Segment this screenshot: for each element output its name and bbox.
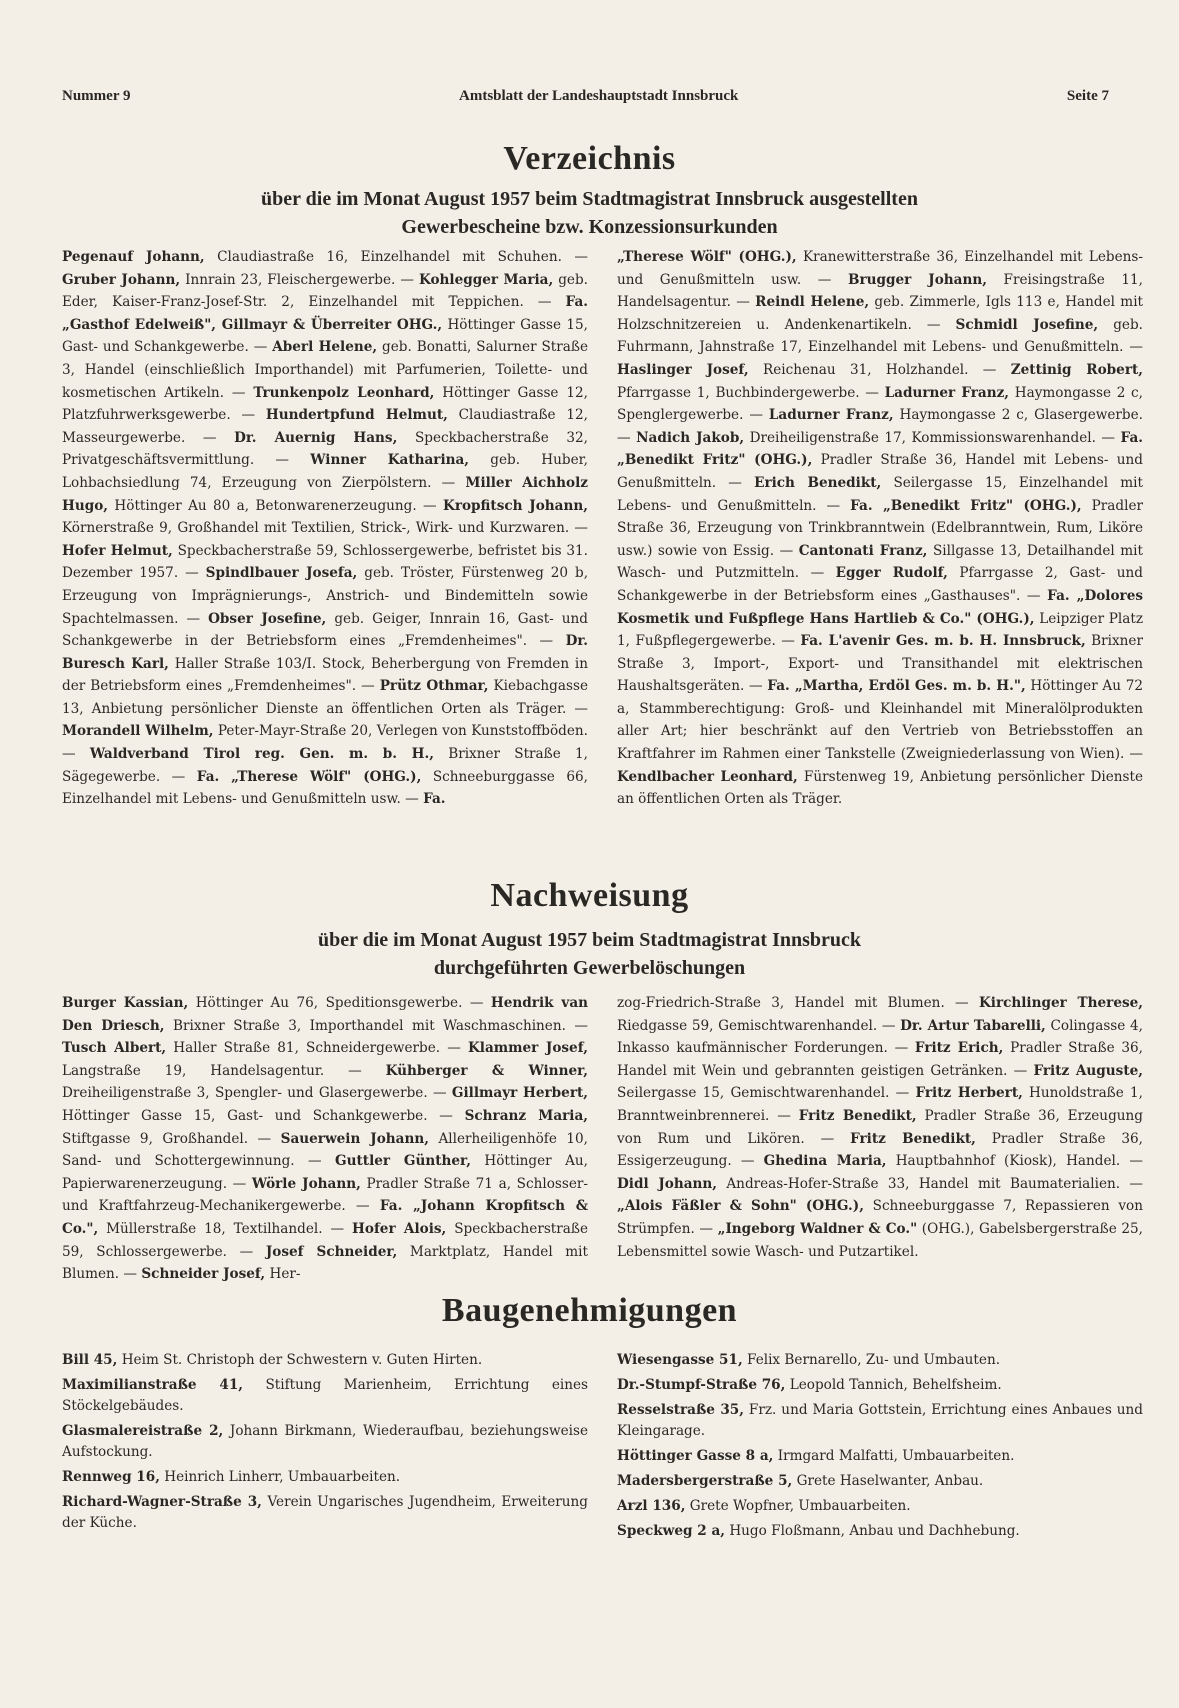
entry-text: Höttinger Gasse 12, Platzfuhrwerksgewerbe. — <box>62 384 588 424</box>
entry-text: Stiftung Marienheim, Errichtung eines Stöckelgebäudes. <box>62 1377 589 1414</box>
entry-text: Innrain 23, Fleischergewerbe. — <box>180 271 419 288</box>
entry-text: Claudiastraße 16, Einzelhandel mit Schuhen. — <box>204 249 588 265</box>
entry-text: Höttinger Gasse 15, Gast- und Schankgewerbe. — <box>62 316 588 356</box>
entry-text: Grete Haselwanter, Anbau. <box>792 1473 984 1489</box>
entry-name: Brugger Johann, <box>847 271 987 288</box>
section3-title: Baugenehmigungen <box>441 1292 738 1329</box>
entry-name: Fritz Benedikt, <box>798 1107 917 1124</box>
entry-text: Fürstenweg 19, Anbietung persönlicher Dienste an öffentlichen Orten als Träger. <box>617 768 1143 808</box>
entry-text: geb. Fuhrmann, Jahnstraße 17, Einzelhandel mit Lebens- und Genußmitteln. — <box>617 316 1143 356</box>
entry-text: Seilergasse 15, Gemischtwarenhandel. — <box>617 1085 916 1102</box>
section3-right-column <box>617 1350 1143 1546</box>
entry-name: Dr.-Stumpf-Straße 76, <box>617 1377 786 1393</box>
entry-text: Brixner Straße 3, Import-, Export- und Transithandel mit elektrischen Haushaltsgeräten. — <box>617 633 1143 695</box>
entry-name: Aberl Helene, <box>272 339 378 356</box>
entry-text: Speckbacherstraße 32, Privatgeschäftsvermittlung. — <box>62 429 588 469</box>
entry-text: Höttinger Au 76, Speditionsgewerbe. — <box>188 995 491 1011</box>
entry-name: Fa. „Gasthof Edelweiß", Gillmayr & Überreiter OHG., <box>62 294 588 333</box>
entry-text: Langstraße 19, Handelsagentur. — <box>62 1062 386 1079</box>
permit-entry <box>617 1471 1143 1492</box>
entry-name: Schneider Josef, <box>141 1266 266 1283</box>
entry-text: Colingasse 4, Inkasso kaufmännischer Forderungen. — <box>617 1017 1143 1057</box>
entry-text: Pradler Straße 36, Handel mit Wein und gebrannten geistigen Getränken. — <box>617 1040 1143 1079</box>
entry-name: Obser Josefine, <box>208 610 327 627</box>
entry-text: geb. Bonatti, Salurner Straße 3, Handel (einschließlich Importhandel) mit Parfumerien, Toilette- und kosmetischen Artikeln. — <box>62 339 588 401</box>
entry-text: Höttinger Au 80 a, Betonwarenerzeugung. — <box>108 497 443 514</box>
entry-name: Arzl 136, <box>617 1498 686 1514</box>
entry-text: Pradler Straße 36, Handel mit Lebens- und Genußmitteln. — <box>617 452 1143 491</box>
entry-name: Reindl Helene, <box>755 294 870 311</box>
entry-text: Verein Ungarisches Jugendheim, Erweiterung der Küche. <box>62 1494 588 1531</box>
entry-name: Kirchlinger Therese, <box>978 995 1144 1011</box>
permit-entry <box>62 1467 588 1488</box>
entry-name: Burger Kassian, <box>62 995 189 1011</box>
entry-name: Trunkenpolz Leonhard, <box>253 384 435 401</box>
entry-name: Hendrik van Den Driesch, <box>62 995 589 1034</box>
entry-text: Irmgard Malfatti, Umbauarbeiten. <box>773 1448 1015 1464</box>
entry-name: Speckweg 2 a, <box>617 1523 725 1539</box>
register-entry <box>62 249 588 265</box>
permit-entry <box>617 1446 1143 1467</box>
permit-entry <box>62 1492 588 1534</box>
entry-name: Fa. „Johann Kropfitsch & Co.", <box>62 1198 588 1237</box>
entry-text: Heinrich Linherr, Umbauarbeiten. <box>159 1469 401 1485</box>
entry-name: Zettinig Robert, <box>1010 361 1143 378</box>
entry-text: Sillgasse 13, Detailhandel mit Wasch- und Putzmitteln. — <box>617 542 1143 582</box>
entry-name: Gillmayr Herbert, <box>451 1085 588 1102</box>
section3-left-column <box>62 1350 588 1538</box>
entry-name: Maximilianstraße 41, <box>62 1377 244 1393</box>
entry-name: Dr. Auernig Hans, <box>234 429 398 446</box>
entry-text: geb. Eder, Kaiser-Franz-Josef-Str. 2, Einzelhandel mit Teppichen. — <box>62 271 588 311</box>
entry-name: Fa. „Benedikt Fritz" (OHG.), <box>617 429 1143 469</box>
entry-text: Pradler Straße 71 a, Schlosser- und Kraftfahrzeug-Mechanikergewerbe. — <box>62 1175 588 1215</box>
issue-number: Nummer 9 <box>62 88 131 104</box>
register-entry <box>764 1153 1143 1169</box>
entry-name: Tusch Albert, <box>62 1040 167 1057</box>
entry-name: Fa. L'avenir Ges. m. b. H. Innsbruck, <box>800 633 1086 650</box>
entry-text: Pfarrgasse 2, Gast- und Schankgewerbe in der Betriebsform eines „Gasthauses". — <box>617 565 1143 604</box>
entry-name: Fritz Benedikt, <box>850 1130 976 1147</box>
register-entry <box>617 362 1011 378</box>
entry-text: Speckbacherstraße 59, Schlossergewerbe, befristet bis 31. Dezember 1957. — <box>62 542 588 582</box>
entry-text: Haller Straße 103/I. Stock, Beherbergung von Fremden in der Betriebsform eines „Fremdenheimes". — <box>62 655 588 695</box>
register-entry <box>62 272 419 288</box>
entry-text: geb. Huber, Lohbachsiedlung 74, Erzeugung von Zierpölstern. — <box>62 452 588 491</box>
entry-name: Dr. Buresch Karl, <box>62 633 588 672</box>
entry-text: Andreas-Hofer-Straße 33, Handel mit Baumaterialien. — <box>717 1175 1143 1192</box>
entry-text: Brixner Straße 1, Sägegewerbe. — <box>62 746 588 785</box>
section2-subtitle-line1: über die im Monat August 1957 beim Stadtmagistrat Innsbruck <box>317 929 862 951</box>
entry-text: Haymongasse 2 c, Glasergewerbe. — <box>617 407 1143 446</box>
entry-text: Leopold Tannich, Behelfsheim. <box>785 1377 1002 1393</box>
entry-name: Guttler Günther, <box>335 1153 471 1170</box>
entry-name: Fritz Auguste, <box>1033 1062 1143 1079</box>
register-entry <box>636 430 1120 446</box>
entry-name: Egger Rudolf, <box>835 565 948 582</box>
entry-text: Dreiheiligenstraße 17, Kommissionswarenhandel. — <box>744 429 1121 446</box>
permit-entry <box>617 1521 1143 1542</box>
entry-name: Miller Aichholz Hugo, <box>62 474 589 514</box>
entry-name: Morandell Wilhelm, <box>62 723 214 740</box>
register-entry <box>617 995 979 1011</box>
entry-name: Spindlbauer Josefa, <box>205 565 358 582</box>
entry-text: Müllerstraße 18, Textilhandel. — <box>98 1220 353 1237</box>
entry-name: Fa. „Benedikt Fritz" (OHG.), <box>850 497 1082 514</box>
section1-right-column <box>617 246 1143 811</box>
section1-subtitle-line1: über die im Monat August 1957 beim Stadtmagistrat Innsbruck ausgestellten <box>261 188 918 210</box>
entry-text: Hauptbahnhof (Kiosk), Handel. — <box>886 1153 1143 1170</box>
register-entry <box>62 995 491 1011</box>
entry-name: Resselstraße 35, <box>617 1402 744 1418</box>
entry-text: Allerheiligenhöfe 10, Sand- und Schottergewinnung. — <box>62 1130 589 1170</box>
entry-name: Sauerwein Johann, <box>280 1130 429 1147</box>
entry-name: Ladurner Franz, <box>768 407 894 424</box>
entry-text: Riedgasse 59, Gemischtwarenhandel. — <box>617 1017 901 1034</box>
permit-entry <box>617 1400 1143 1442</box>
section1-subtitle-line2: Gewerbescheine bzw. Konzessionsurkunden <box>401 216 778 238</box>
running-head <box>62 88 1109 105</box>
entry-name: „Ingeborg Waldner & Co." <box>717 1220 918 1237</box>
entry-text: Kranewitterstraße 36, Einzelhandel mit Lebens- und Genußmitteln usw. — <box>617 249 1143 288</box>
entry-name: Höttinger Gasse 8 a, <box>617 1448 774 1464</box>
entry-name: Cantonati Franz, <box>798 542 928 559</box>
entry-text: Pradler Straße 36, Erzeugung von Rum und Likören. — <box>617 1107 1143 1147</box>
entry-text: Pradler Straße 36, Essigerzeugung. — <box>617 1130 1143 1170</box>
entry-text: Peter-Mayr-Straße 20, Verlegen von Kunststoffböden. — <box>62 723 588 763</box>
entry-text: geb. Zimmerle, Igls 113 e, Handel mit Holzschnitzereien u. Andenkenartikeln. — <box>617 294 1144 333</box>
register-entry <box>62 1040 468 1056</box>
entry-name: Kendlbacher Leonhard, <box>617 768 798 785</box>
entry-name: Gruber Johann, <box>62 271 181 288</box>
entry-text: Brixner Straße 3, Importhandel mit Waschmaschinen. — <box>164 1017 588 1034</box>
entry-name: Waldverband Tirol reg. Gen. m. b. H., <box>89 746 434 763</box>
register-entry <box>617 1176 1143 1192</box>
entry-text: Pradler Straße 36, Erzeugung von Trinkbranntwein (Edelbranntwein, Rum, Liköre usw.) sowie von Essig. — <box>617 497 1143 559</box>
entry-name: Hundertpfund Helmut, <box>265 407 448 424</box>
section1-left-column <box>62 246 588 811</box>
page-number: Seite 7 <box>1066 88 1109 104</box>
entry-text: Reichenau 31, Holzhandel. — <box>748 361 1011 378</box>
entry-text: Körnerstraße 9, Großhandel mit Textilien, Strick-, Wirk- und Kurzwaren. — <box>62 520 588 537</box>
entry-name: Kühberger & Winner, <box>385 1062 589 1079</box>
entry-name: Glasmalereistraße 2, <box>62 1423 224 1439</box>
publication-title: Amtsblatt der Landeshauptstadt Innsbruck <box>459 88 739 104</box>
entry-text: Höttinger Gasse 15, Gast- und Schankgewerbe. — <box>62 1107 465 1124</box>
entry-text: Heim St. Christoph der Schwestern v. Guten Hirten. <box>117 1352 483 1368</box>
entry-text: Her- <box>265 1266 301 1283</box>
entry-name: Richard-Wagner-Straße 3, <box>62 1494 262 1510</box>
entry-name: Fa. „Martha, Erdöl Ges. m. b. H.", <box>767 678 1026 695</box>
entry-text: Hugo Floßmann, Anbau und Dachhebung. <box>725 1523 1020 1539</box>
entry-name: Pegenauf Johann, <box>62 249 205 265</box>
entry-text: Frz. und Maria Gottstein, Errichtung eines Anbaues und Kleingarage. <box>617 1402 1143 1439</box>
entry-text: Höttinger Au, Papierwarenerzeugung. — <box>62 1153 588 1192</box>
permit-entry <box>617 1350 1143 1371</box>
entry-text: Haller Straße 81, Schneidergewerbe. — <box>166 1040 468 1057</box>
entry-text: Seilergasse 15, Einzelhandel mit Lebens- und Genußmitteln. — <box>617 474 1143 514</box>
entry-name: „Alois Fäßler & Sohn" (OHG.), <box>617 1198 864 1215</box>
entry-text: Leipziger Platz 1, Fußpflegergewerbe. — <box>617 610 1143 650</box>
entry-text: zog-Friedrich-Straße 3, Handel mit Blumen. — <box>617 995 979 1011</box>
entry-name: Winner Katharina, <box>310 452 470 469</box>
entry-text: Felix Bernarello, Zu- und Umbauten. <box>742 1352 1001 1368</box>
entry-name: Hofer Alois, <box>352 1220 447 1237</box>
entry-name: Dr. Artur Tabarelli, <box>900 1017 1046 1034</box>
entry-text: Schneeburggasse 7, Repassieren von Strümpfen. — <box>617 1198 1143 1237</box>
entry-name: Kohlegger Maria, <box>418 271 554 288</box>
entry-name: Fa. <box>423 791 446 808</box>
permit-entry <box>617 1496 1143 1517</box>
register-entry <box>423 791 445 807</box>
permit-entry <box>62 1350 588 1371</box>
entry-name: Wörle Johann, <box>251 1175 361 1192</box>
entry-text: Hunoldstraße 1, Branntweinbrennerei. — <box>617 1085 1143 1124</box>
entry-name: Fa. „Dolores Kosmetik und Fußpflege Hans Hartlieb & Co." (OHG.), <box>617 587 1143 627</box>
entry-name: Rennweg 16, <box>62 1469 160 1485</box>
section2-subtitle-line2: durchgeführten Gewerbelöschungen <box>433 957 746 979</box>
entry-text: Höttinger Au 72 a, Stammberechtigung: Groß- und Kleinhandel mit Mineralölprodukten aller Art; hier beschränkt auf den Vertrieb von Betriebsstoffen an Kraftfahrer im Rahmen einer Tankstelle (Zweigniederlassung von Wien). — <box>617 678 1143 763</box>
entry-text: Freisingstraße 11, Handelsagentur. — <box>617 271 1144 311</box>
entry-name: Fritz Erich, <box>914 1040 1004 1057</box>
entry-name: Didl Johann, <box>617 1175 718 1192</box>
entry-text: geb. Tröster, Fürstenweg 20 b, Erzeugung von Imprägnierungs-, Anstrich- und Bindemitteln sowie Spachtelmassen. — <box>62 565 589 627</box>
entry-name: Kropfitsch Johann, <box>443 497 588 514</box>
entry-name: Klammer Josef, <box>467 1040 588 1057</box>
entry-name: Erich Benedikt, <box>754 474 882 491</box>
permit-entry <box>617 1375 1143 1396</box>
entry-name: „Therese Wölf" (OHG.), <box>617 249 797 265</box>
entry-name: Fritz Herbert, <box>915 1085 1023 1102</box>
entry-text: Grete Wopfner, Umbauarbeiten. <box>685 1498 911 1514</box>
permit-entry <box>62 1421 588 1463</box>
register-entry <box>141 1266 300 1282</box>
entry-name: Prütz Othmar, <box>379 678 489 695</box>
entry-text: (OHG.), Gabelsbergerstraße 25, Lebensmittel sowie Wasch- und Putzartikel. <box>617 1220 1143 1260</box>
entry-text: Johann Birkmann, Wiederaufbau, beziehungsweise Aufstockung. <box>62 1423 588 1460</box>
entry-text: Schneeburggasse 66, Einzelhandel mit Lebens- und Genußmitteln usw. — <box>62 768 588 808</box>
entry-name: Madersbergerstraße 5, <box>617 1473 793 1489</box>
entry-name: Schmidl Josefine, <box>955 316 1099 333</box>
section2-left-column <box>62 992 588 1286</box>
entry-text: Dreiheiligenstraße 3, Spengler- und Glasergewerbe. — <box>62 1085 452 1102</box>
entry-text: Stiftgasse 9, Großhandel. — <box>62 1130 281 1147</box>
section2-right-column <box>617 992 1143 1263</box>
section1-title: Verzeichnis <box>503 140 676 177</box>
entry-text: Pfarrgasse 1, Buchbindergewerbe. — <box>617 384 885 401</box>
entry-name: Bill 45, <box>62 1352 118 1368</box>
entry-text: Claudiastraße 12, Masseurgewerbe. — <box>62 407 588 446</box>
register-entry <box>617 769 1143 808</box>
entry-text: Marktplatz, Handel mit Blumen. — <box>62 1243 588 1283</box>
entry-name: Josef Schneider, <box>265 1243 398 1260</box>
entry-name: Fa. „Therese Wölf" (OHG.), <box>196 768 422 785</box>
entry-name: Hofer Helmut, <box>62 542 173 559</box>
entry-name: Ghedina Maria, <box>763 1153 887 1170</box>
entry-name: Nadich Jakob, <box>636 429 745 446</box>
entry-text: Speckbacherstraße 59, Schlossergewerbe. — <box>62 1220 588 1260</box>
entry-name: Haslinger Josef, <box>617 361 749 378</box>
section2-title: Nachweisung <box>490 877 689 914</box>
entry-name: Wiesengasse 51, <box>617 1352 743 1368</box>
permit-entry <box>62 1375 588 1417</box>
entry-name: Schranz Maria, <box>464 1107 588 1124</box>
entry-text: Kiebachgasse 13, Anbietung persönlicher Dienste an öffentlichen Orten als Träger. — <box>62 678 588 717</box>
entry-name: Ladurner Franz, <box>884 384 1010 401</box>
entry-text: Haymongasse 2 c, Spenglergewerbe. — <box>617 384 1143 424</box>
entry-text: geb. Geiger, Innrain 16, Gast- und Schankgewerbe in der Betriebsform eines „Fremdenheimes". — <box>62 610 588 650</box>
